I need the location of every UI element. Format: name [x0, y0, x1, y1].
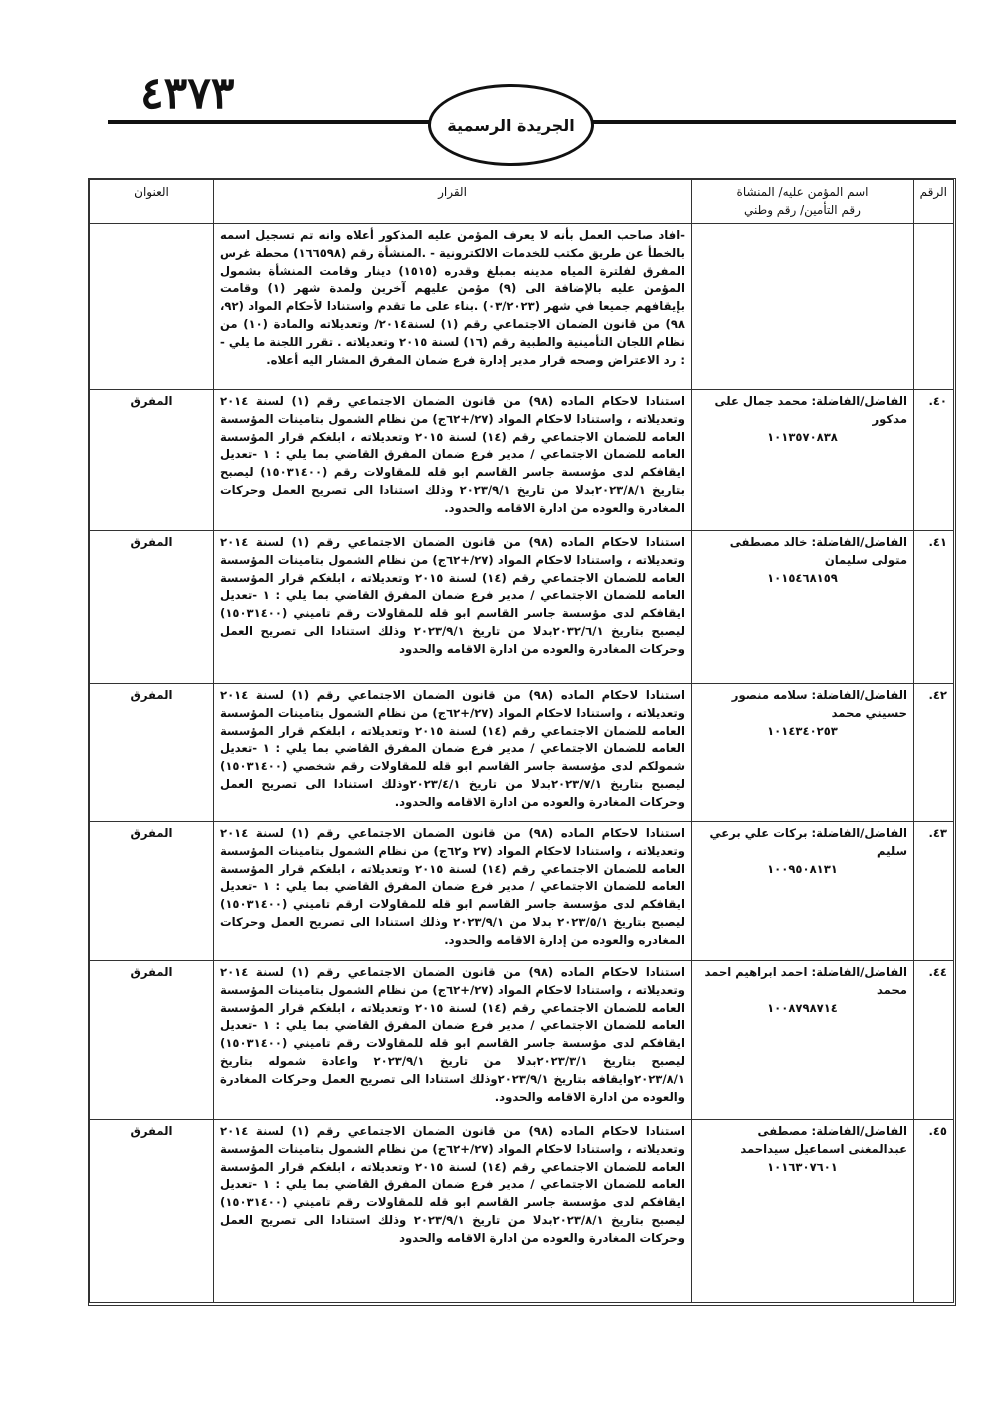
insured-id: ١٠١٣٥٧٠٨٣٨ [767, 429, 838, 444]
row-insured [692, 531, 914, 684]
decisions-table-container [88, 178, 956, 1306]
row-decision: استنادا لاحكام الماده (٩٨) من قانون الضمان الاجتماعي رقم (١) لسنة ٢٠١٤ وتعديلاته ، واستنادا لاحكام المواد (٢٧/+٦٢ج) من نظام الشمول بتامينات المؤسسة العامه للضمان الاجتماعي رقم (١٤) لسنة ٢٠١٥ وتعديلاته ، ابلغكم قرار المؤسسة العامه للضمان الاجتماعي / مدير فرع ضمان المفرق القاضي بما يلي : ١ -تعديل ايقافكم لدى مؤسسة جاسر القاسم ابو قله للمقاولات رقم تاميني (١٥٠٣١٤٠٠) ليصبح بتاريخ ٢٠٢٣/٣/١بدلا من تاريخ ٢٠٢٣/٩/١ واعادة شموله بتاريخ ٢٠٢٣/٨/١وايقافه بتاريخ ٢٠٢٣/٩/١وذلك استنادا الى تصريح العمل وحركات المغادرة والعوده من ادارة الاقامه والحدود. [214, 961, 692, 1120]
insured-id: ١٠١٤٣٤٠٢٥٣ [767, 723, 838, 738]
row-insured [692, 684, 914, 822]
page-number: ٤٣٧٣ [140, 68, 235, 119]
table-row [90, 390, 954, 531]
table-row [90, 822, 954, 961]
insured-name: الفاضل/الفاضلة: احمد ابراهيم احمد محمد [704, 965, 907, 997]
table-row [90, 531, 954, 684]
header-insured-name-line2: رقم التأمين/ رقم وطني [744, 203, 861, 217]
row-insured [692, 961, 914, 1120]
insured-id: ١٠١٦٣٠٧٦٠١ [767, 1159, 838, 1174]
row-decision: استنادا لاحكام الماده (٩٨) من قانون الضمان الاجتماعي رقم (١) لسنة ٢٠١٤ وتعديلاته ، واستنادا لاحكام المواد (٢٧ و٦٢ج) من نظام الشمول بتامينات المؤسسة العامه للضمان الاجتماعي رقم (١٤) لسنة ٢٠١٥ وتعديلاته ، ابلغكم قرار المؤسسة العامه للضمان الاجتماعي / مدير فرع ضمان المفرق القاضي بما يلي : ١ -تعديل ايقافكم لدى مؤسسة جاسر القاسم ابو قله للمقاولات ارقم تاميني (١٥٠٣١٤٠٠) ليصبح بتاريخ ٢٠٢٣/٥/١ بدلا من ٢٠٢٣/٩/١ وذلك استنادا الى تصريح العمل وحركات المغادره والعوده من إدارة الاقامه والحدود. [214, 822, 692, 961]
row-address: المفرق [90, 1120, 214, 1303]
header-address: العنوان [90, 180, 214, 224]
insured-id: ١٠١٥٤٦٨١٥٩ [767, 570, 838, 585]
row-insured [692, 1120, 914, 1303]
insured-id: ١٠٠٨٧٩٨٧١٤ [767, 1000, 838, 1015]
table-header-row [90, 180, 954, 224]
row-insured [692, 390, 914, 531]
row-number: ٤٣. [914, 822, 954, 961]
insured-name: الفاضل/الفاضلة: محمد جمال على مدكور [714, 394, 907, 426]
table-row [90, 684, 954, 822]
row-address: المفرق [90, 390, 214, 531]
row-number: ٤٢. [914, 684, 954, 822]
gazette-title-badge [428, 84, 594, 166]
row-number: ٤١. [914, 531, 954, 684]
row-insured [692, 822, 914, 961]
row-decision: استنادا لاحكام الماده (٩٨) من قانون الضمان الاجتماعي رقم (١) لسنة ٢٠١٤ وتعديلاته ، واستنادا لاحكام المواد (٢٧/+٦٢ج) من نظام الشمول بتامينات المؤسسة العامه للضمان الاجتماعي رقم (١٤) لسنة ٢٠١٥ وتعديلاته ، ابلغكم قرار المؤسسة العامه للضمان الاجتماعي / مدير فرع ضمان المفرق القاضي بما يلي : ١ -تعديل شمولكم لدى مؤسسة جاسر القاسم ابو قله للمقاولات رقم شخصي (١٥٠٣١٤٠٠) ليصبح بتاريخ ٢٠٢٣/٧/١بدلا من تاريخ ٢٠٢٣/٤/١وذلك استنادا الى تصريح العمل وحركات المغادرة والعوده من ادارة الاقامه والحدود. [214, 684, 692, 822]
row-decision: استنادا لاحكام الماده (٩٨) من قانون الضمان الاجتماعي رقم (١) لسنة ٢٠١٤ وتعديلاته ، واستنادا لاحكام المواد (٢٧/+٦٢ج) من نظام الشمول بتامينات المؤسسة العامه للضمان الاجتماعي رقم (١٤) لسنة ٢٠١٥ وتعديلاته ، ابلغكم قرار المؤسسة العامه للضمان الاجتماعي / مدير فرع ضمان المفرق القاضي بما يلي : ١ -تعديل ايقافكم لدى مؤسسة جاسر القاسم ابو قله للمقاولات رقم تاميني (١٥٠٣١٤٠٠) ليصبح بتاريخ ٢٠٣٢/٦/١بدلا من تاريخ ٢٠٢٣/٩/١ وذلك استنادا الى تصريح العمل وحركات المغادرة والعوده من ادارة الاقامه والحدود [214, 531, 692, 684]
row-decision: استنادا لاحكام الماده (٩٨) من قانون الضمان الاجتماعي رقم (١) لسنة ٢٠١٤ وتعديلاته ، واستنادا لاحكام المواد (٢٧/+٦٢ج) من نظام الشمول بتامينات المؤسسة العامه للضمان الاجتماعي رقم (١٤) لسنة ٢٠١٥ وتعديلاته ، ابلغكم قرار المؤسسة العامه للضمان الاجتماعي / مدير فرع ضمان المفرق القاضي بما يلي : ١ -تعديل ايقافكم لدى مؤسسة جاسر القاسم ابو قله للمقاولات رقم (١٥٠٣١٤٠٠) ليصبح بتاريخ ٢٠٢٣/٨/١بدلا من تاريخ ٢٠٢٣/٩/١ وذلك استنادا الى تصريح العمل وحركات المغادرة والعوده من ادارة الاقامه والحدود. [214, 390, 692, 531]
row-number: ٤٥. [914, 1120, 954, 1303]
insured-name: الفاضل/الفاضلة: مصطفى عبدالمغنى اسماعيل سيداحمد [740, 1124, 907, 1156]
header-insured-name-line1: اسم المؤمن عليه/ المنشاة [736, 185, 869, 199]
row-address: المفرق [90, 961, 214, 1120]
table-row [90, 961, 954, 1120]
row-decision: -افاد صاحب العمل بأنه لا يعرف المؤمن عليه المذكور أعلاه وانه تم تسجيل اسمه بالخطأ عن طريق مكتب للخدمات الالكترونية - .المنشأة رقم (١٦٦٥٩٨) محطة غرس المفرق لفلترة المياه مدينه بمبلغ وقدره (١٥١٥) دينار وقامت المنشأة بشمول المؤمن عليه بالإضافة الى (٩) مؤمن عليهم آخرين ولمدة شهر (١) وقامت بإيقافهم جميعا في شهر (٠٣/٢٠٢٣) .بناء على ما تقدم واستنادا لأحكام المواد (٩٢، ٩٨) من قانون الضمان الاجتماعي رقم (١) لسنة٢٠١٤/ وتعديلاته والمادة (١٠) من نظام اللجان التأمينية والطبية رقم (١٦) لسنة ٢٠١٥ وتعديلاته . تقرر اللجنة ما يلي - : رد الاعتراض وصحه قرار مدير إدارة فرع ضمان المفرق المشار اليه أعلاه. [214, 224, 692, 390]
row-decision: استنادا لاحكام الماده (٩٨) من قانون الضمان الاجتماعي رقم (١) لسنة ٢٠١٤ وتعديلاته ، واستنادا لاحكام المواد (٢٧/+٦٢ج) من نظام الشمول بتامينات المؤسسة العامه للضمان الاجتماعي رقم (١٤) لسنة ٢٠١٥ وتعديلاته ، ابلغكم قرار المؤسسة العامه للضمان الاجتماعي / مدير فرع ضمان المفرق القاضي بما يلي : ١ -تعديل ايقافكم لدى مؤسسة جاسر القاسم ابو قله للمقاولات رقم تاميني (١٥٠٣١٤٠٠) ليصبح بتاريخ ٢٠٢٣/٨/١بدلا من تاريخ ٢٠٢٣/٩/١ وذلك استنادا الى تصريح العمل وحركات المغادرة والعوده من ادارة الاقامه والحدود [214, 1120, 692, 1303]
decisions-table [89, 179, 954, 1303]
table-row [90, 1120, 954, 1303]
insured-name: الفاضل/الفاضلة: سلامه منصور حسيني محمد [731, 688, 907, 720]
row-address: المفرق [90, 531, 214, 684]
row-number [914, 224, 954, 390]
row-number: ٤٠. [914, 390, 954, 531]
row-address: المفرق [90, 822, 214, 961]
row-insured [692, 224, 914, 390]
row-address [90, 224, 214, 390]
header-insured-name [692, 180, 914, 224]
row-number: ٤٤. [914, 961, 954, 1120]
header-number: الرقم [914, 180, 954, 224]
gazette-title: الجريدة الرسمية [447, 115, 575, 135]
header-decision: القرار [214, 180, 692, 224]
insured-name: الفاضل/الفاضلة: خالد مصطفى متولى سليمان [729, 535, 907, 567]
insured-name: الفاضل/الفاضلة: بركات علي برعي سليم [709, 826, 907, 858]
insured-id: ١٠٠٩٥٠٨١٣١ [767, 861, 838, 876]
row-address: المفرق [90, 684, 214, 822]
table-row [90, 224, 954, 390]
